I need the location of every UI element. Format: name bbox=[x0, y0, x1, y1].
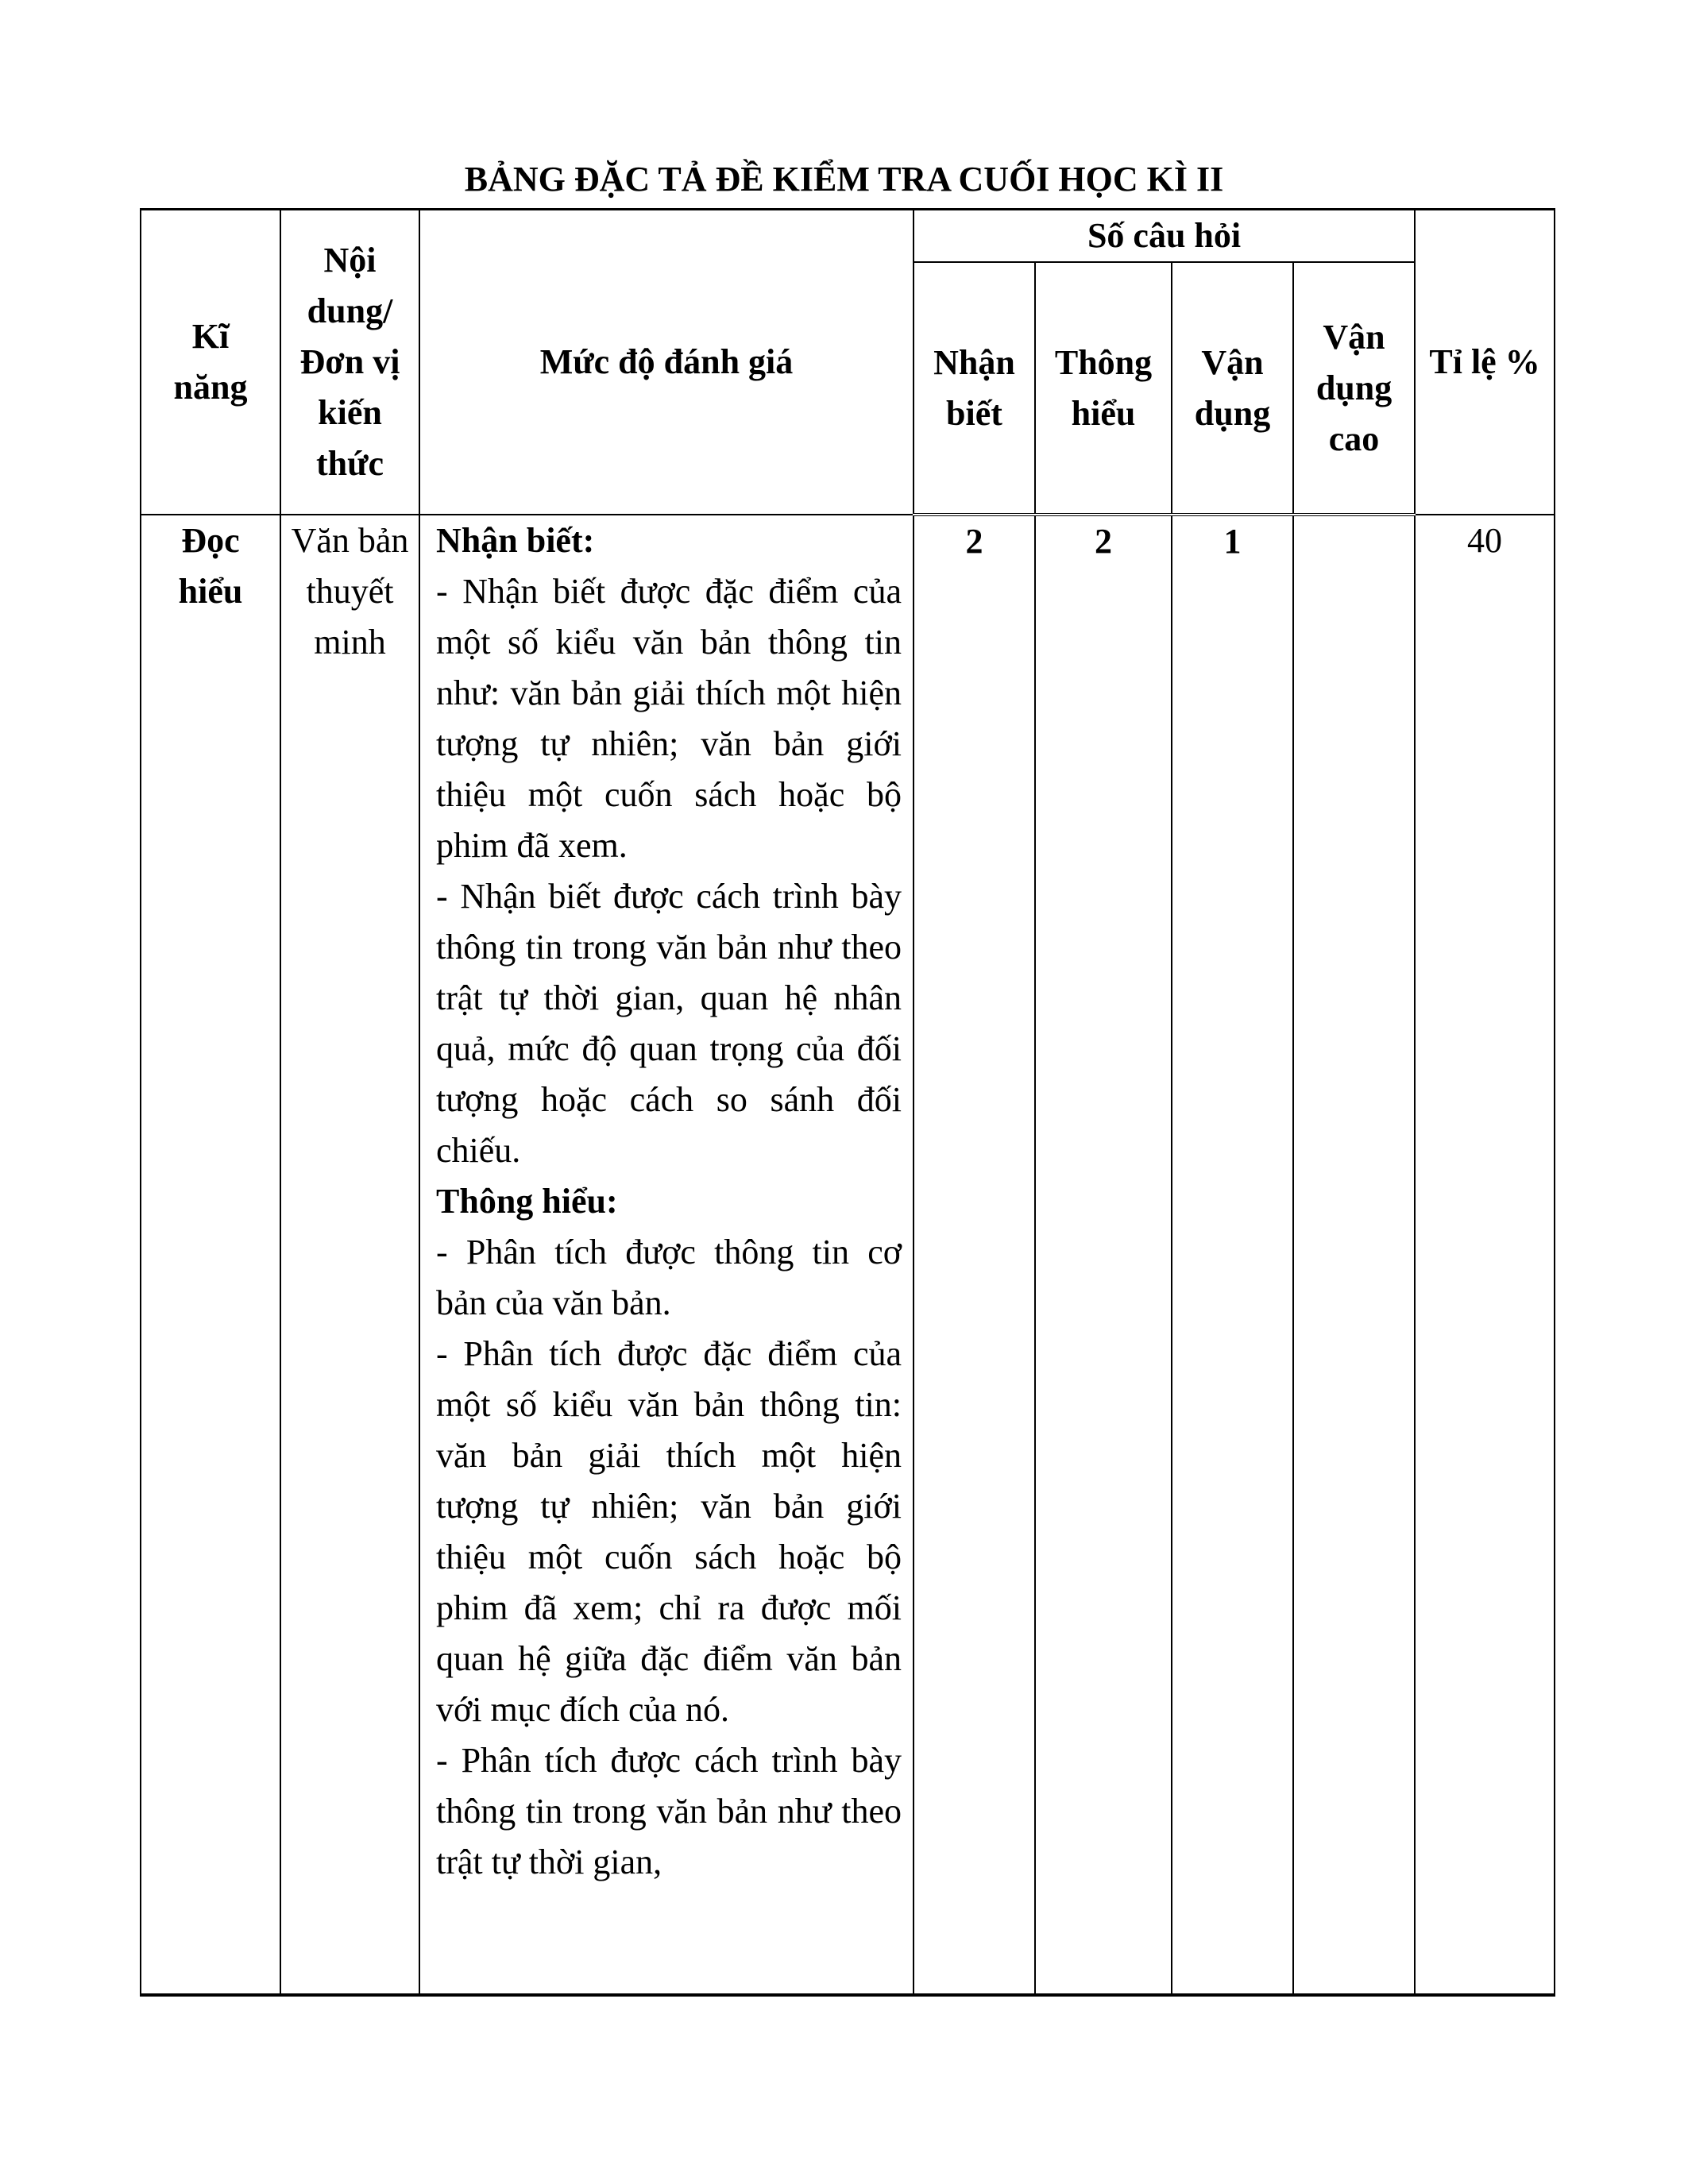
level-item: - Phân tích được cách trình bày thông tin trong văn bản như theo trật tự thời gian, bbox=[436, 1741, 902, 1881]
header-ki-nang: Kĩ năng bbox=[141, 210, 280, 515]
level-item: - Nhận biết được cách trình bày thông tin trong văn bản như theo trật tự thời gian, quan hệ nhân quả, mức độ quan trọng của đối tượng hoặc cách so sánh đối chiếu. bbox=[436, 877, 902, 1170]
cell-muc-do bbox=[419, 515, 914, 1995]
header-nhan-biet: Nhận biết bbox=[914, 262, 1035, 515]
level-label-thong-hieu: Thông hiểu: bbox=[436, 1182, 618, 1221]
header-ti-le: Tỉ lệ % bbox=[1415, 210, 1555, 515]
level-item: - Phân tích được thông tin cơ bản của văn bản. bbox=[436, 1233, 902, 1322]
header-van-dung: Vận dụng bbox=[1172, 262, 1293, 515]
cell-ki-nang: Đọc hiểu bbox=[141, 515, 280, 1995]
header-so-cau-hoi: Số câu hỏi bbox=[914, 210, 1415, 263]
cell-thong-hieu: 2 bbox=[1035, 515, 1172, 1995]
table-row bbox=[141, 515, 1555, 1995]
level-label-nhan-biet: Nhận biết: bbox=[436, 521, 595, 560]
cell-noi-dung: Văn bản thuyết minh bbox=[280, 515, 419, 1995]
cell-van-dung: 1 bbox=[1172, 515, 1293, 1995]
level-item: - Phân tích được đặc điểm của một số kiểu văn bản thông tin: văn bản giải thích một hiện tượng tự nhiên; văn bản giới thiệu một cuốn sách hoặc bộ phim đã xem; chỉ ra được mối quan hệ giữa đặc điểm văn bản với mục đích của nó. bbox=[436, 1334, 902, 1729]
cell-nhan-biet: 2 bbox=[914, 515, 1035, 1995]
header-van-dung-cao: Vận dụng cao bbox=[1293, 262, 1415, 515]
header-noi-dung: Nội dung/ Đơn vị kiến thức bbox=[280, 210, 419, 515]
cell-ti-le: 40 bbox=[1415, 515, 1555, 1995]
header-thong-hieu: Thông hiểu bbox=[1035, 262, 1172, 515]
header-muc-do: Mức độ đánh giá bbox=[419, 210, 914, 515]
page-title: BẢNG ĐẶC TẢ ĐỀ KIỂM TRA CUỐI HỌC KÌ II bbox=[464, 160, 1224, 199]
level-item: - Nhận biết được đặc điểm của một số kiểu văn bản thông tin như: văn bản giải thích một hiện tượng tự nhiên; văn bản giới thiệu một cuốn sách hoặc bộ phim đã xem. bbox=[436, 572, 902, 865]
specification-table bbox=[140, 208, 1555, 1997]
cell-van-dung-cao bbox=[1293, 515, 1415, 1995]
